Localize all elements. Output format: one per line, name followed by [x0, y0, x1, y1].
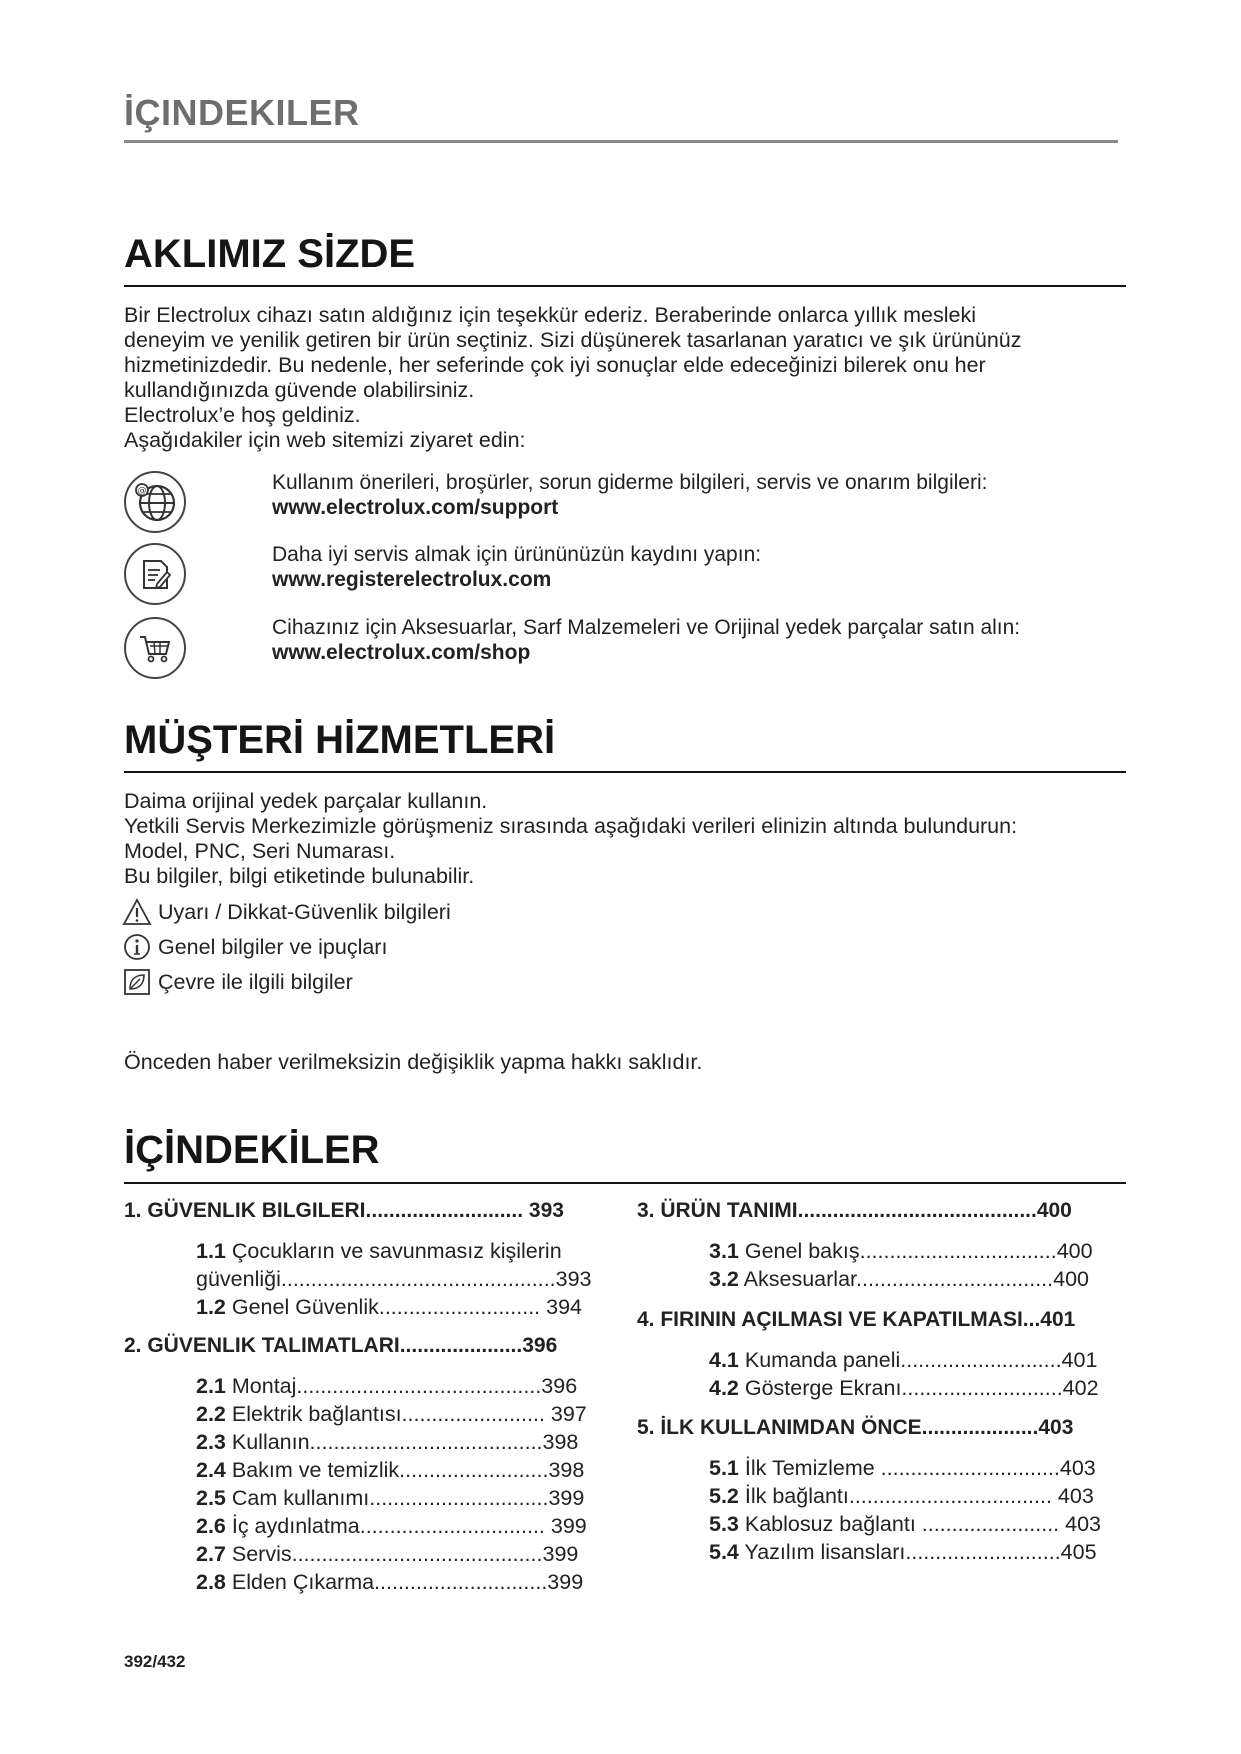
toc-entry-number: 3.1 — [709, 1239, 739, 1263]
toc-entry-number: 2.1 — [196, 1374, 226, 1398]
toc-entry-text: güvenliği..............................................393 — [196, 1267, 592, 1291]
intro-divider — [124, 285, 1126, 287]
toc-heading[interactable]: 5. İLK KULLANIMDAN ÖNCE....................403 — [637, 1416, 1074, 1439]
toc-entry[interactable] — [709, 1454, 1096, 1482]
legend-environment — [122, 967, 353, 997]
intro-title: AKLIMIZ SİZDE — [124, 232, 416, 276]
globe-icon — [124, 471, 186, 533]
toc-entry[interactable] — [196, 1512, 587, 1540]
toc-entry-number: 1.1 — [196, 1239, 226, 1263]
toc-entry-text: Servis..........................................399 — [225, 1542, 579, 1566]
page-number: 392/432 — [124, 1652, 186, 1671]
legend-info — [122, 932, 387, 962]
toc-entry-number: 5.4 — [709, 1540, 739, 1564]
toc-entry-number: 2.4 — [196, 1458, 226, 1482]
support-link-description: Kullanım önerileri, broşürler, sorun giderme bilgileri, servis ve onarım bilgileri: — [272, 471, 988, 494]
header-divider — [124, 140, 1118, 143]
toc-entry[interactable] — [196, 1456, 584, 1484]
legend-info-label: Genel bilgiler ve ipuçları — [158, 934, 388, 959]
toc-entry-number: 1.2 — [196, 1295, 226, 1319]
toc-entry-text: İlk Temizleme ..............................403 — [738, 1456, 1096, 1480]
leaf-icon — [122, 967, 152, 997]
toc-entry[interactable] — [196, 1484, 584, 1512]
toc-entry[interactable] — [196, 1568, 583, 1596]
toc-entry[interactable] — [196, 1237, 562, 1265]
toc-entry-text: Cam kullanımı..............................399 — [225, 1486, 585, 1510]
toc-entry[interactable] — [196, 1293, 582, 1321]
header-title: İÇINDEKILER — [124, 92, 360, 133]
toc-entry-text: Aksesuarlar.................................400 — [738, 1267, 1090, 1291]
toc-entry[interactable] — [709, 1265, 1089, 1293]
toc-entry-number: 5.2 — [709, 1484, 739, 1508]
toc-entry-text: Genel bakış.................................400 — [738, 1239, 1093, 1263]
toc-entry-text: Genel Güvenlik........................... 394 — [225, 1295, 582, 1319]
intro-visit: Aşağıdakiler için web sitemizi ziyaret edin: — [124, 428, 526, 452]
toc-entry-text: Kablosuz bağlantı ....................... 403 — [738, 1512, 1101, 1536]
toc-title: İÇİNDEKİLER — [124, 1128, 380, 1172]
toc-entry-number: 5.3 — [709, 1512, 739, 1536]
toc-entry-number: 4.2 — [709, 1376, 739, 1400]
legend-warning-label: Uyarı / Dikkat-Güvenlik bilgileri — [158, 899, 451, 924]
toc-entry-number: 4.1 — [709, 1348, 739, 1372]
register-link[interactable]: www.registerelectrolux.com — [272, 568, 552, 591]
toc-entry[interactable] — [709, 1346, 1097, 1374]
toc-entry-number: 2.6 — [196, 1514, 226, 1538]
warning-icon — [122, 897, 152, 927]
register-link-description: Daha iyi servis almak için ürününüzün kaydını yapın: — [272, 543, 762, 566]
cart-icon — [124, 617, 186, 679]
change-notice: Önceden haber verilmeksizin değişiklik yapma hakkı saklıdır. — [124, 1050, 703, 1074]
service-divider — [124, 771, 1126, 773]
toc-entry[interactable] — [196, 1372, 577, 1400]
toc-entry-text: Montaj.........................................396 — [225, 1374, 578, 1398]
intro-line: kullandığınızda güvende olabilirsiniz. — [124, 378, 475, 402]
toc-entry[interactable] — [709, 1237, 1093, 1265]
toc-entry[interactable] — [709, 1510, 1101, 1538]
toc-entry[interactable] — [709, 1374, 1099, 1402]
toc-divider — [124, 1182, 1126, 1184]
toc-heading[interactable]: 1. GÜVENLIK BILGILERI........................... 393 — [124, 1199, 564, 1222]
legend-warning — [122, 897, 451, 927]
service-paragraph — [124, 789, 1017, 889]
intro-line: deneyim ve yenilik getiren bir ürün seçtiniz. Sizi düşünerek tasarlanan yaratıcı ve şık ürününüz — [124, 328, 1022, 352]
toc-entry[interactable] — [709, 1538, 1097, 1566]
toc-entry[interactable] — [196, 1400, 587, 1428]
intro-paragraph — [124, 303, 1021, 453]
shop-link-description: Cihazınız için Aksesuarlar, Sarf Malzemeleri ve Orijinal yedek parçalar satın alın: — [272, 616, 1021, 639]
toc-entry[interactable] — [196, 1265, 592, 1293]
toc-heading[interactable]: 3. ÜRÜN TANIMI.........................................400 — [637, 1199, 1072, 1222]
service-line: Model, PNC, Seri Numarası. — [124, 839, 396, 863]
info-icon — [122, 932, 152, 962]
toc-entry-text: Çocukların ve savunmasız kişilerin — [225, 1239, 562, 1263]
toc-entry-text: Kumanda paneli...........................401 — [738, 1348, 1098, 1372]
toc-entry-number: 2.2 — [196, 1402, 226, 1426]
toc-entry-text: İç aydınlatma............................... 399 — [225, 1514, 587, 1538]
svg-text:@: @ — [137, 486, 147, 496]
toc-entry-number: 2.8 — [196, 1570, 226, 1594]
toc-heading[interactable]: 2. GÜVENLIK TALIMATLARI.....................396 — [124, 1334, 558, 1357]
toc-entry-text: Yazılım lisansları..........................405 — [738, 1540, 1097, 1564]
toc-entry[interactable] — [196, 1428, 578, 1456]
toc-entry-number: 5.1 — [709, 1456, 739, 1480]
service-line: Bu bilgiler, bilgi etiketinde bulunabilir. — [124, 864, 475, 888]
toc-entry-number: 2.7 — [196, 1542, 226, 1566]
legend-environment-label: Çevre ile ilgili bilgiler — [158, 969, 353, 994]
shop-link[interactable]: www.electrolux.com/shop — [272, 641, 531, 664]
toc-entry-text: Kullanın.......................................398 — [225, 1430, 579, 1454]
toc-entry-number: 3.2 — [709, 1267, 739, 1291]
service-line: Daima orijinal yedek parçalar kullanın. — [124, 789, 488, 813]
service-line: Yetkili Servis Merkezimizle görüşmeniz sırasında aşağıdaki verileri elinizin altında bulundurun: — [124, 814, 1018, 838]
intro-welcome: Electrolux’e hoş geldiniz. — [124, 403, 361, 427]
intro-line: hizmetinizdedir. Bu nedenle, her seferinde çok iyi sonuçlar elde edeceğinizi bilerek onu her — [124, 353, 986, 377]
toc-entry-number: 2.5 — [196, 1486, 226, 1510]
service-title: MÜŞTERİ HİZMETLERİ — [124, 718, 556, 762]
toc-entry-text: İlk bağlantı.................................. 403 — [738, 1484, 1094, 1508]
toc-entry[interactable] — [196, 1540, 578, 1568]
toc-entry-text: Elektrik bağlantısı........................ 397 — [225, 1402, 587, 1426]
toc-entry-text: Gösterge Ekranı...........................402 — [738, 1376, 1099, 1400]
support-link[interactable]: www.electrolux.com/support — [272, 496, 559, 519]
toc-heading[interactable]: 4. FIRININ AÇILMASI VE KAPATILMASI...401 — [637, 1308, 1076, 1331]
toc-entry-text: Bakım ve temizlik.........................398 — [225, 1458, 585, 1482]
toc-entry-number: 2.3 — [196, 1430, 226, 1454]
register-icon — [124, 543, 186, 605]
toc-entry-text: Elden Çıkarma.............................399 — [225, 1570, 584, 1594]
toc-entry[interactable] — [709, 1482, 1094, 1510]
intro-line: Bir Electrolux cihazı satın aldığınız için teşekkür ederiz. Beraberinde onlarca yıllık mesleki — [124, 303, 977, 327]
